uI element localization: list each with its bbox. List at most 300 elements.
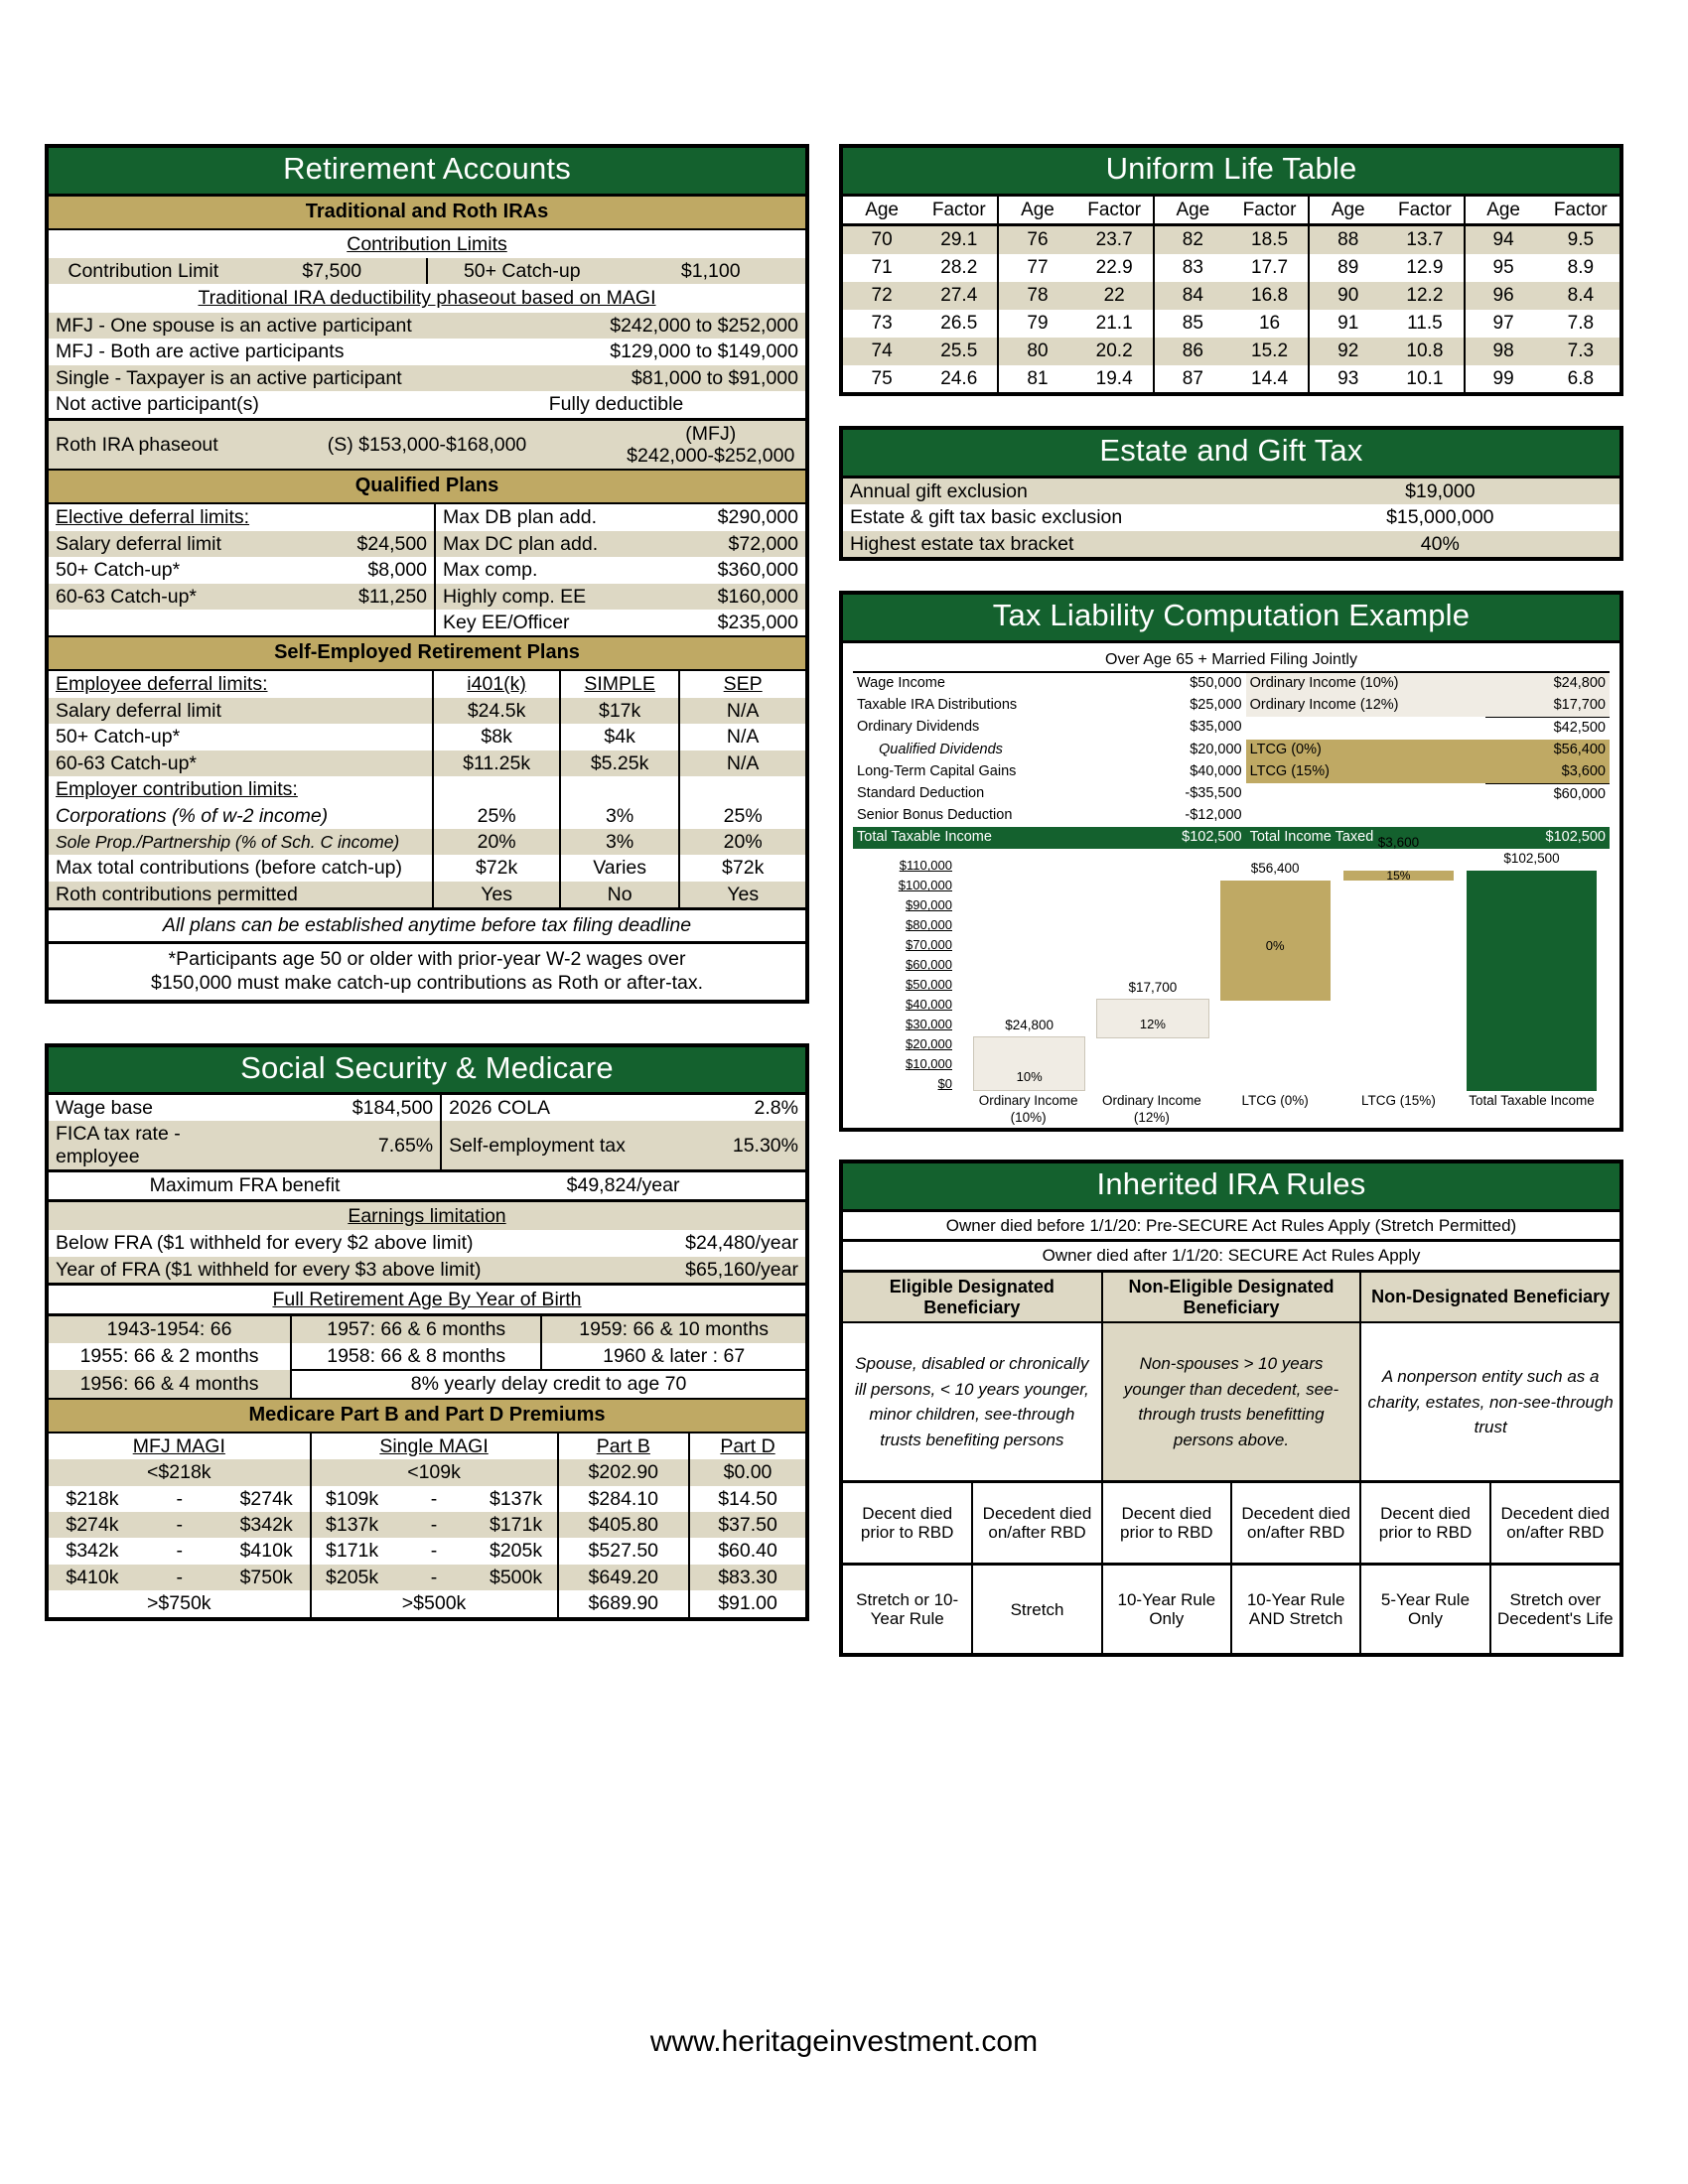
delay-credit-note: 8% yearly delay credit to age 70: [291, 1370, 805, 1397]
selfemp-cell: Yes: [433, 882, 560, 909]
qualified-left-label: [49, 610, 242, 635]
cola-label: 2026 COLA: [449, 1097, 551, 1120]
rbd-header: Decedent died on/after RBD: [1490, 1482, 1619, 1565]
left-column: [45, 144, 809, 1647]
selfemp-cell: $24.5k: [433, 698, 560, 724]
qualified-right-value: $360,000: [717, 559, 798, 582]
fra-cell: 1957: 66 & 6 months: [291, 1315, 541, 1343]
fica-value: 7.65%: [272, 1121, 441, 1170]
col-factor: Factor: [1231, 197, 1309, 225]
ult-age: 70: [843, 225, 920, 254]
ult-factor: 15.2: [1231, 338, 1309, 365]
qualified-right-value: $72,000: [728, 532, 798, 555]
y-tick: $10,000: [906, 1056, 952, 1072]
estate-row-label: Annual gift exclusion: [850, 480, 1028, 502]
ult-factor: 23.7: [1076, 225, 1154, 254]
medicare-part-d: $37.50: [718, 1513, 777, 1536]
medicare-mfj-low: $410k: [66, 1566, 119, 1588]
selfemp-cell: $8k: [433, 724, 560, 750]
chart-x-label: Ordinary Income (10%): [978, 1093, 1078, 1126]
ult-factor: 29.1: [920, 225, 998, 254]
tax-item-label: Taxable IRA Distributions: [857, 697, 1018, 713]
cola-value: 2.8%: [754, 1097, 798, 1120]
estate-gift-tax-title: Estate and Gift Tax: [843, 430, 1619, 478]
estate-row-label: Estate & gift tax basic exclusion: [850, 506, 1123, 529]
medicare-part-b: $405.80: [558, 1512, 690, 1538]
ult-age: 97: [1465, 310, 1542, 338]
chart-bar: [1343, 835, 1454, 884]
qualified-left-value: [242, 610, 436, 635]
uniform-life-table-card: [839, 144, 1623, 396]
qualified-left-value: $24,500: [242, 531, 436, 557]
wage-base-label: Wage base: [56, 1097, 153, 1120]
qualified-right-value: $290,000: [717, 506, 798, 529]
medicare-mfj-low: $218k: [66, 1487, 119, 1510]
all-plans-note: All plans can be established anytime before tax filing deadline: [49, 909, 805, 942]
medicare-single-high: $500k: [476, 1565, 558, 1590]
uniform-life-grid: [843, 197, 1619, 393]
roth-phaseout-mfj: (MFJ) $242,000-$252,000: [617, 419, 806, 469]
ult-age: 96: [1465, 282, 1542, 310]
chart-bar-value: $17,700: [1128, 980, 1178, 996]
y-tick: $60,000: [906, 957, 952, 973]
medicare-single-high: $205k: [476, 1538, 558, 1564]
medicare-single-range: <109k: [311, 1459, 558, 1485]
medicare-single-range: >$500k: [311, 1590, 558, 1616]
col-factor: Factor: [1386, 197, 1464, 225]
selfemp-cell: $72k: [722, 857, 765, 880]
ult-factor: 8.4: [1567, 285, 1595, 307]
rbd-header: Decedent died on/after RBD: [972, 1482, 1101, 1565]
estate-row-label: Highest estate tax bracket: [850, 532, 1074, 555]
selfemp-cell: $17k: [560, 698, 679, 724]
qualified-left-value: $11,250: [242, 584, 436, 610]
rule-cell: 10-Year Rule Only: [1102, 1565, 1231, 1654]
col-age: Age: [1309, 197, 1386, 225]
selfemp-row-label: Sole Prop./Partnership (% of Sch. C income): [49, 829, 433, 855]
tax-item-label: Senior Bonus Deduction: [857, 807, 1013, 824]
tax-bracket-label: Ordinary Income (12%): [1246, 695, 1486, 717]
chart-bar-inner-label: 15%: [1386, 869, 1411, 884]
uniform-life-title: Uniform Life Table: [843, 148, 1619, 197]
chart-x-axis: [960, 1093, 1610, 1141]
total-taxable-income-value: $102,500: [1182, 829, 1242, 846]
ult-age: 89: [1309, 254, 1386, 282]
fra-cell: 1960 & later : 67: [603, 1344, 746, 1367]
estate-row-value: $15,000,000: [1386, 506, 1494, 529]
fra-cell: 1956: 66 & 4 months: [49, 1370, 291, 1397]
medicare-dash: -: [176, 1566, 184, 1588]
tax-item-value: $25,000: [1190, 697, 1242, 713]
ult-factor: 28.2: [920, 254, 998, 282]
estate-gift-tax-table: [843, 478, 1619, 557]
selfemp-row-label: 60-63 Catch-up*: [49, 751, 433, 776]
selfemp-cell: [679, 776, 805, 802]
fra-by-birth-year-header: Full Retirement Age By Year of Birth: [49, 1285, 805, 1314]
y-tick: $50,000: [906, 977, 952, 993]
ult-factor: 24.6: [920, 365, 998, 393]
social-security-medicare-card: [45, 1043, 809, 1621]
self-employed-table: [49, 671, 805, 999]
earnings-row-label: Year of FRA ($1 withheld for every $3 above limit): [56, 1258, 482, 1281]
fica-label: FICA tax rate - employee: [56, 1123, 181, 1167]
tax-subtotal-label: [1246, 783, 1486, 805]
chart-bar-value: $56,400: [1250, 861, 1300, 877]
total-income-taxed-value: $102,500: [1545, 829, 1606, 846]
medicare-part-b: $689.90: [558, 1590, 690, 1616]
estate-row-value: $19,000: [1405, 480, 1476, 502]
selfemp-row-label: Roth contributions permitted: [49, 882, 433, 909]
medicare-part-b: $202.90: [558, 1459, 690, 1485]
tax-bracket-value: $3,600: [1485, 761, 1610, 783]
ult-age: 71: [871, 257, 893, 279]
chart-bar-value: $102,500: [1503, 851, 1560, 867]
tax-bracket-label: LTCG (15%): [1246, 761, 1486, 783]
col-age: Age: [998, 197, 1075, 225]
earnings-row-value: $24,480/year: [685, 1232, 798, 1255]
y-tick: $100,000: [898, 878, 952, 893]
chart-x-label: Total Taxable Income: [1469, 1093, 1595, 1109]
tax-subtotal-label: [1246, 717, 1486, 739]
chart-bar: [1220, 861, 1331, 1001]
selfemp-cell: [433, 776, 560, 802]
ult-age: 88: [1309, 225, 1386, 254]
medicare-mfj-range: >$750k: [49, 1590, 311, 1616]
max-fra-value: $49,824/year: [441, 1171, 805, 1200]
col-factor: Factor: [920, 197, 998, 225]
medicare-mfj-low: $274k: [66, 1513, 119, 1536]
ult-age: 78: [998, 282, 1075, 310]
ult-age: 98: [1465, 338, 1542, 365]
medicare-mfj-high: $342k: [223, 1512, 311, 1538]
qualified-plans-subheader: Qualified Plans: [49, 469, 805, 504]
selfemp-cell: No: [560, 882, 679, 909]
phaseout-row-value: Fully deductible: [548, 393, 684, 416]
selfemp-cell: N/A: [726, 726, 760, 749]
inherited-ira-rules-card: [839, 1160, 1623, 1657]
estate-row-value: 40%: [1420, 532, 1460, 555]
ult-factor: 18.5: [1231, 225, 1309, 254]
ult-age: 92: [1309, 338, 1386, 365]
selfemp-cell: N/A: [726, 699, 760, 722]
y-tick: $70,000: [906, 937, 952, 953]
asterisk-note-line1: *Participants age 50 or older with prior-year W-2 wages over: [49, 942, 805, 972]
y-tick: $40,000: [906, 997, 952, 1013]
medicare-mfj-range: <$218k: [49, 1459, 311, 1485]
contribution-limit-value: $7,500: [238, 258, 428, 284]
chart-bar: [1096, 980, 1208, 1038]
ult-age: 87: [1154, 365, 1231, 393]
asterisk-note-line2: $150,000 must make catch-up contributions as Roth or after-tax.: [150, 972, 704, 995]
medicare-dash: -: [176, 1513, 184, 1536]
selfemp-row-label: Max total contributions (before catch-up): [49, 855, 433, 881]
chart-bar-inner-label: 0%: [1265, 938, 1285, 954]
qualified-right-label: Key EE/Officer: [443, 612, 570, 634]
tax-liability-example-card: [839, 591, 1623, 1132]
social-security-table: [49, 1095, 805, 1313]
medicare-single-low: $137k: [326, 1513, 379, 1536]
tax-item-value: $35,000: [1190, 719, 1242, 736]
tax-liability-subtitle: Over Age 65 + Married Filing Jointly: [1105, 650, 1357, 668]
tax-bracket-value: $56,400: [1485, 740, 1610, 761]
medicare-part-b: $527.50: [558, 1538, 690, 1564]
phaseout-row-value: $129,000 to $149,000: [610, 341, 798, 363]
medicare-part-d: $14.50: [718, 1487, 777, 1510]
ult-age: 76: [998, 225, 1075, 254]
y-tick: $110,000: [899, 858, 952, 874]
retirement-accounts-title: Retirement Accounts: [49, 148, 805, 197]
col-age: Age: [1465, 197, 1542, 225]
tax-item-label: Qualified Dividends: [879, 741, 1003, 757]
ult-factor: 10.1: [1386, 365, 1464, 393]
chart-bar-value: $3,600: [1377, 835, 1420, 851]
tax-bracket-label: LTCG (0%): [1246, 740, 1486, 761]
roth-phaseout-label: Roth IRA phaseout: [49, 419, 238, 469]
ult-factor: 14.4: [1231, 365, 1309, 393]
post-secure-note: Owner died after 1/1/20: SECURE Act Rules Apply: [843, 1241, 1619, 1272]
ult-factor: 16.8: [1231, 282, 1309, 310]
medicare-dash: -: [430, 1566, 438, 1588]
ult-factor: 25.5: [920, 338, 998, 365]
ult-age: 91: [1309, 310, 1386, 338]
ult-age: 90: [1309, 282, 1386, 310]
tax-subtotal-value: $60,000: [1553, 785, 1606, 802]
ira-contribution-table: [49, 230, 805, 470]
tax-item-label: Wage Income: [853, 672, 1137, 695]
rbd-header: Decent died prior to RBD: [1360, 1482, 1489, 1565]
medicare-part-d: $83.30: [718, 1566, 777, 1588]
selfemp-cell: $5.25k: [560, 751, 679, 776]
qualified-right-value: $235,000: [717, 612, 798, 634]
selfemp-row-label: Corporations (% of w-2 income): [49, 803, 433, 829]
self-employment-tax-value: 15.30%: [732, 1134, 798, 1157]
fra-cell: 1955: 66 & 2 months: [49, 1343, 291, 1370]
qualified-plans-table: [49, 504, 805, 635]
column-header-i401k: i401(k): [433, 671, 560, 697]
tax-bracket-value: $17,700: [1485, 695, 1610, 717]
phaseout-header: Traditional IRA deductibility phaseout based on MAGI: [198, 287, 656, 310]
qualified-right-label: Max comp.: [443, 559, 538, 582]
tax-item-value: $20,000: [1190, 741, 1242, 757]
selfemp-cell: [560, 776, 679, 802]
ult-age: 81: [998, 365, 1075, 393]
employee-deferral-header: Employee deferral limits:: [49, 671, 433, 697]
earnings-limitation-header: Earnings limitation: [49, 1200, 805, 1230]
total-income-taxed-label: Total Income Taxed: [1249, 829, 1374, 846]
qualified-left-label: 50+ Catch-up*: [56, 559, 181, 582]
ult-factor: 7.8: [1567, 312, 1595, 334]
roth-phaseout-single: (S) $153,000-$168,000: [238, 419, 617, 469]
medicare-dash: -: [176, 1487, 184, 1510]
ult-factor: 11.5: [1386, 310, 1464, 338]
beneficiary-description: A nonperson entity such as a charity, estates, non-see-through trust: [1360, 1322, 1619, 1482]
ult-age: 73: [871, 312, 893, 334]
qualified-left-label: Salary deferral limit: [56, 532, 221, 555]
medicare-single-low: $109k: [326, 1487, 379, 1510]
medicare-single-low: $171k: [326, 1540, 379, 1563]
tax-liability-title: Tax Liability Computation Example: [843, 595, 1619, 643]
column-header-single-magi: Single MAGI: [311, 1433, 558, 1459]
ult-age: 80: [998, 338, 1075, 365]
tax-spacer: [1485, 805, 1610, 827]
medicare-single-low: $205k: [326, 1566, 379, 1588]
ult-factor: 21.1: [1076, 310, 1154, 338]
ult-factor: 17.7: [1231, 254, 1309, 282]
phaseout-row-value: $81,000 to $91,000: [631, 366, 798, 389]
qualified-right-value: $160,000: [717, 585, 798, 608]
medicare-mfj-low: $342k: [66, 1540, 119, 1563]
tax-item-value: $40,000: [1190, 762, 1242, 779]
employer-contribution-header: Employer contribution limits:: [49, 776, 433, 802]
ult-age: 82: [1154, 225, 1231, 254]
tax-item-value: -$35,500: [1185, 785, 1242, 802]
inherited-ira-title: Inherited IRA Rules: [843, 1163, 1619, 1212]
self-employment-tax-label: Self-employment tax: [449, 1134, 626, 1157]
tax-item-label: Long-Term Capital Gains: [857, 762, 1017, 779]
phaseout-row-label: Not active participant(s): [56, 393, 259, 416]
y-tick: $20,000: [906, 1036, 952, 1052]
beneficiary-column-header: Non-Designated Beneficiary: [1360, 1271, 1619, 1322]
medicare-single-high: $171k: [476, 1512, 558, 1538]
tax-item-value: $50,000: [1137, 672, 1246, 695]
retirement-accounts-card: [45, 144, 809, 1004]
chart-bar-inner-label: 10%: [1016, 1069, 1043, 1085]
ult-age: 83: [1154, 254, 1231, 282]
selfemp-cell: $72k: [433, 855, 560, 881]
pre-secure-note: Owner died before 1/1/20: Pre-SECURE Act Rules Apply (Stretch Permitted): [945, 1215, 1517, 1235]
ult-age: 93: [1309, 365, 1386, 393]
tax-liability-body: [843, 643, 1619, 1129]
beneficiary-description: Non-spouses > 10 years younger than decedent, see-through trusts benefitting persons above.: [1102, 1322, 1361, 1482]
rbd-header: Decent died prior to RBD: [843, 1482, 972, 1565]
elective-deferral-header: Elective deferral limits:: [49, 504, 435, 530]
selfemp-cell: Varies: [560, 855, 679, 881]
medicare-mfj-high: $750k: [223, 1565, 311, 1590]
wage-base-value: $184,500: [272, 1095, 441, 1121]
column-header-simple: SIMPLE: [560, 671, 679, 697]
rule-cell: Stretch: [972, 1565, 1101, 1654]
catchup-label: 50+ Catch-up: [463, 259, 581, 282]
chart-bar: [1467, 851, 1597, 1091]
column-header-part-b: Part B: [558, 1433, 690, 1459]
selfemp-cell: 25%: [723, 804, 763, 827]
traditional-roth-iras-subheader: Traditional and Roth IRAs: [49, 197, 805, 230]
tax-bracket-label: Ordinary Income (10%): [1246, 672, 1486, 695]
estate-gift-tax-card: [839, 426, 1623, 561]
rule-cell: Stretch over Decedent's Life: [1490, 1565, 1619, 1654]
contribution-limits-header: Contribution Limits: [347, 232, 507, 255]
qualified-right-label: Max DB plan add.: [443, 506, 598, 529]
ult-factor: 22: [1076, 282, 1154, 310]
medicare-part-b: $284.10: [558, 1486, 690, 1512]
y-tick: $30,000: [906, 1017, 952, 1032]
chart-bar-inner-label: 12%: [1139, 1017, 1166, 1032]
medicare-part-b: $649.20: [558, 1565, 690, 1590]
ult-age: 79: [998, 310, 1075, 338]
ult-age: 95: [1465, 254, 1542, 282]
medicare-premiums-subheader: Medicare Part B and Part D Premiums: [49, 1398, 805, 1433]
phaseout-row-label: Single - Taxpayer is an active participant: [56, 366, 402, 389]
beneficiary-column-header: Eligible Designated Beneficiary: [843, 1271, 1102, 1322]
ult-age: 77: [998, 254, 1075, 282]
ult-factor: 8.9: [1567, 257, 1595, 279]
beneficiary-column-header: Non-Eligible Designated Beneficiary: [1102, 1271, 1361, 1322]
col-age: Age: [1154, 197, 1231, 225]
medicare-part-d: $60.40: [718, 1540, 777, 1563]
chart-y-axis: [853, 855, 956, 1091]
medicare-dash: -: [176, 1540, 184, 1563]
fra-cell: 1958: 66 & 8 months: [291, 1343, 541, 1370]
y-tick: $80,000: [906, 917, 952, 933]
ult-factor: 10.8: [1386, 338, 1464, 365]
rbd-header: Decedent died on/after RBD: [1231, 1482, 1360, 1565]
rule-cell: 10-Year Rule AND Stretch: [1231, 1565, 1360, 1654]
qualified-left-value: $8,000: [242, 557, 436, 583]
medicare-part-d: $91.00: [718, 1592, 777, 1615]
ult-age: 94: [1465, 225, 1542, 254]
column-header-part-d: Part D: [720, 1434, 775, 1457]
ult-age: 74: [871, 340, 893, 361]
ult-factor: 12.9: [1386, 254, 1464, 282]
selfemp-cell: 3%: [560, 829, 679, 855]
selfemp-cell: 25%: [433, 803, 560, 829]
contribution-limit-label: Contribution Limit: [68, 259, 219, 282]
ult-age: 84: [1154, 282, 1231, 310]
footer-url[interactable]: www.heritageinvestment.com: [649, 2025, 1039, 2058]
col-age: Age: [865, 199, 899, 220]
inherited-ira-table: [843, 1212, 1619, 1653]
selfemp-cell: 20%: [433, 829, 560, 855]
ult-age: 85: [1154, 310, 1231, 338]
selfemp-cell: N/A: [726, 751, 760, 774]
ult-factor: 16: [1231, 310, 1309, 338]
rule-cell: Stretch or 10-Year Rule: [843, 1565, 972, 1654]
selfemp-cell: $11.25k: [433, 751, 560, 776]
ult-factor: 27.4: [920, 282, 998, 310]
col-factor: Factor: [1076, 197, 1154, 225]
chart-x-label: Ordinary Income (12%): [1102, 1093, 1201, 1126]
phaseout-row-value: $242,000 to $252,000: [610, 314, 798, 337]
ult-factor: 19.4: [1076, 365, 1154, 393]
total-taxable-income-label: Total Taxable Income: [857, 829, 992, 846]
right-column: [839, 144, 1623, 1683]
ult-age: 86: [1154, 338, 1231, 365]
qualified-right-label: Max DC plan add.: [443, 532, 599, 555]
selfemp-cell: 3%: [560, 803, 679, 829]
selfemp-cell: 20%: [723, 830, 763, 853]
ult-age: 99: [1465, 365, 1542, 393]
medicare-mfj-high: $274k: [223, 1486, 311, 1512]
ult-age: 75: [871, 367, 893, 389]
column-header-mfj-magi: MFJ MAGI: [49, 1433, 311, 1459]
earnings-row-label: Below FRA ($1 withheld for every $2 above limit): [56, 1232, 474, 1255]
col-factor: Factor: [1553, 199, 1608, 220]
selfemp-cell: Yes: [727, 883, 760, 905]
ult-factor: 13.7: [1386, 225, 1464, 254]
ult-age: 72: [871, 285, 893, 307]
qualified-left-label: 60-63 Catch-up*: [56, 585, 198, 608]
self-employed-subheader: Self-Employed Retirement Plans: [49, 635, 805, 671]
rule-cell: 5-Year Rule Only: [1360, 1565, 1489, 1654]
tax-liability-breakdown: [853, 671, 1610, 850]
qualified-right-label: Highly comp. EE: [443, 585, 587, 608]
medicare-premiums-table: [49, 1433, 805, 1617]
tax-subtotal-value: $42,500: [1553, 719, 1606, 736]
medicare-mfj-high: $410k: [223, 1538, 311, 1564]
y-tick: $90,000: [906, 897, 952, 913]
ult-factor: 26.5: [920, 310, 998, 338]
rbd-header: Decent died prior to RBD: [1102, 1482, 1231, 1565]
